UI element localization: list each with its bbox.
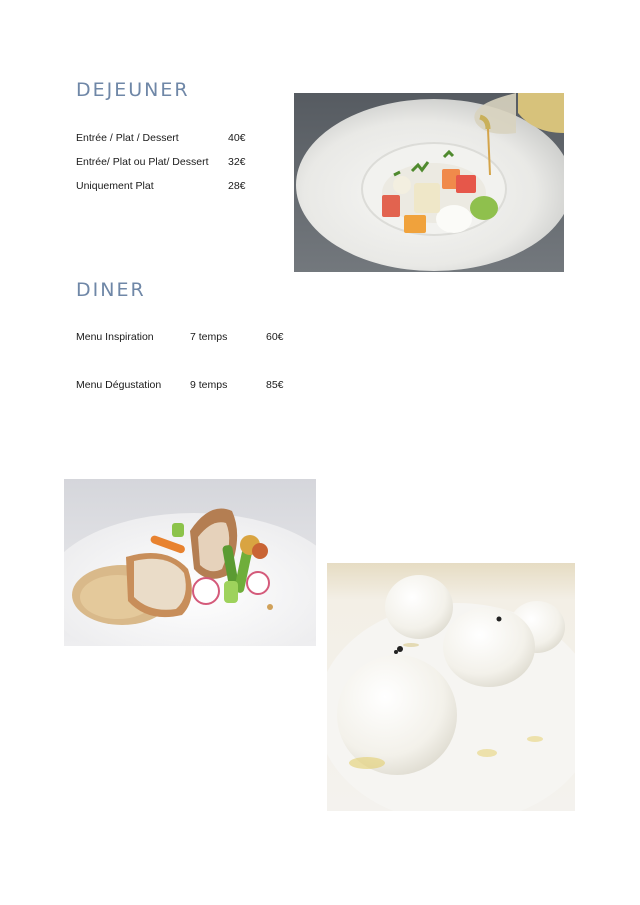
starter-photo	[294, 93, 564, 272]
lunch-heading: DEJEUNER	[76, 79, 190, 101]
dinner-heading: DINER	[76, 279, 146, 301]
lunch-item-label: Entrée / Plat / Dessert	[76, 132, 179, 144]
main-course-photo	[64, 479, 316, 646]
dessert-photo	[327, 563, 575, 811]
lunch-item-price: 40€	[228, 132, 246, 144]
dinner-item-label: Menu Inspiration	[76, 331, 154, 343]
lunch-item-price: 28€	[228, 180, 246, 192]
dinner-item-price: 60€	[266, 331, 284, 343]
lunch-item-label: Entrée/ Plat ou Plat/ Dessert	[76, 156, 209, 168]
dinner-item-courses: 7 temps	[190, 331, 228, 343]
dinner-item-label: Menu Dégustation	[76, 379, 162, 391]
lunch-item-label: Uniquement Plat	[76, 180, 154, 192]
dinner-item-price: 85€	[266, 379, 284, 391]
lunch-item-price: 32€	[228, 156, 246, 168]
dinner-item-courses: 9 temps	[190, 379, 228, 391]
